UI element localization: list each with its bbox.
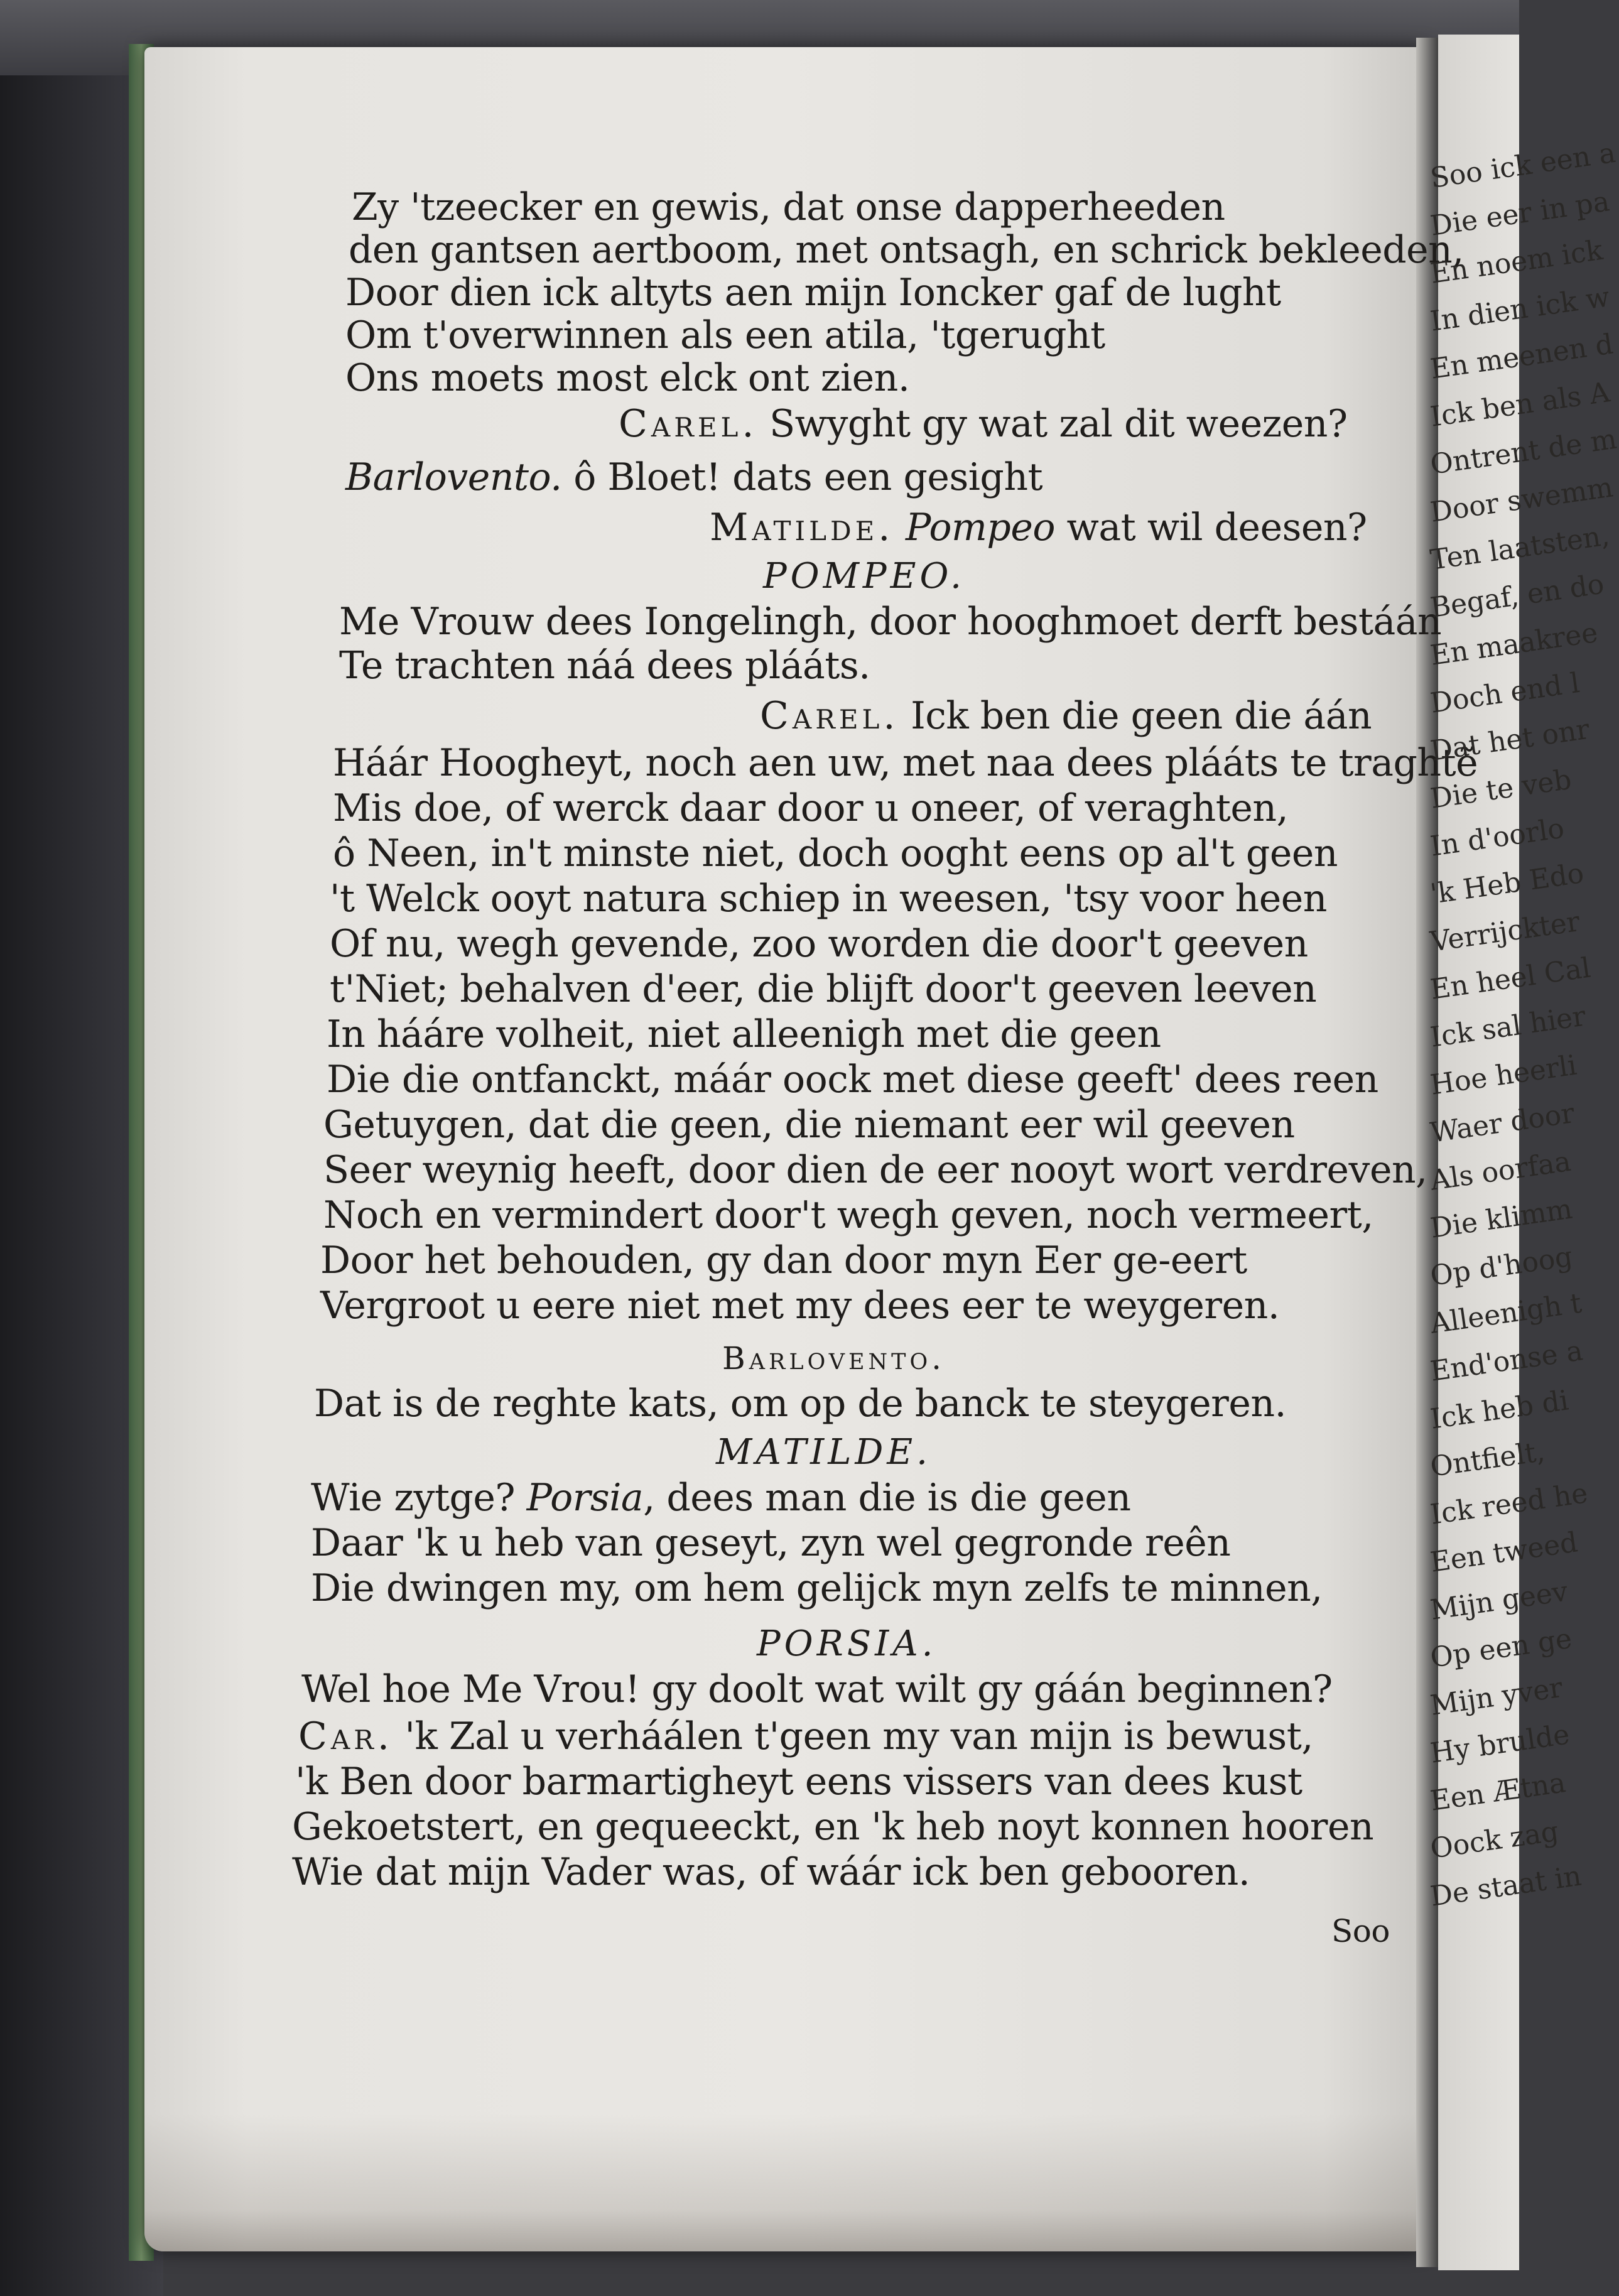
text-line: Om t'overwinnen als een atila, 'tgerught [345,313,1105,357]
speaker-name: Carel. [619,402,758,446]
facing-page-line: Ontrent de m [1428,423,1619,481]
facing-page-line: Soo ick een a [1428,136,1618,195]
text-line: t'Niet; behalven d'eer, die blijft door't geeven leeven [330,967,1317,1011]
text-line: Daar 'k u heb van geseyt, zyn wel gegronde reên [311,1521,1231,1565]
speech-text: Ick ben die geen die áán [911,694,1372,738]
speech-line-carel [760,694,1372,738]
facing-page-line: Op d'hoog [1428,1240,1575,1292]
text-line: Vergroot u eere niet met my dees eer te weygeren. [320,1284,1280,1328]
catchword: Soo [1331,1913,1390,1949]
facing-page-line: Ontfielt, [1428,1435,1547,1483]
speech-line-matilde [710,506,1367,550]
facing-page-line: Oock zag [1428,1815,1561,1865]
facing-page-line: Dat het onr [1428,713,1592,767]
facing-page-line: En noem ick [1428,234,1605,290]
facing-page-line: Hoe heerli [1428,1049,1579,1102]
text-line: ô Neen, in't minste niet, doch ooght eens op al't geen [333,831,1338,875]
line-text: , dees man die is die geen [643,1476,1131,1520]
facing-page-line: Ick reed he [1428,1477,1590,1531]
text-line: Seer weynig heeft, door dien de eer nooyt wort verdreven, [323,1148,1427,1192]
speaker-name: Barlovento. [345,455,562,499]
speech-text: 'k Zal u verháálen t'geen my van mijn is bewust, [404,1714,1313,1758]
text-line: Wie dat mijn Vader was, of wáár ick ben gebooren. [292,1850,1250,1894]
text-line: Die die ontfanckt, máár oock met diese geeft' dees reen [327,1058,1378,1102]
facing-page-line: Als oorfaa [1428,1145,1573,1197]
text-line: 'k Ben door barmartigheyt eens vissers van dees kust [295,1760,1302,1804]
text-line: Getuygen, dat die geen, die niemant eer wil geeven [323,1103,1295,1147]
text-line: Door het behouden, gy dan door myn Eer ge-eert [320,1238,1247,1282]
text-line: Mis doe, of werck daar door u oneer, of veraghten, [333,786,1289,830]
text-line: Door dien ick altyts aen mijn Ioncker gaf de lught [345,271,1281,315]
speaker-heading: POMPEO. [763,556,965,597]
speaker-name: Carel. [760,694,899,738]
speech-line-carel [619,402,1348,446]
speaker-heading: MATILDE. [716,1432,931,1473]
text-line: Gekoetstert, en gequeeckt, en 'k heb noyt konnen hooren [292,1805,1374,1849]
speech-text: Swyght gy wat zal dit weezen? [769,402,1348,446]
speaker-heading: PORSIA. [757,1623,937,1664]
text-line: Háár Hoogheyt, noch aen uw, met naa dees plááts te traghtẽ [333,741,1478,785]
facing-page-line: End'onse a [1428,1335,1585,1388]
facing-page-line: Ick heb di [1428,1384,1571,1436]
facing-page-line: En meenen d [1428,328,1615,386]
speaker-name: Car. [298,1714,393,1758]
facing-page-line: Die te veb [1428,763,1574,815]
facing-page-line: Ick ben als A [1428,376,1612,433]
text-line: Noch en vermindert door't wegh geven, noch vermeert, [323,1193,1373,1237]
facing-page-line: Die eer in pa [1428,185,1611,242]
facing-page-line: Begaf, en do [1428,568,1606,624]
facing-page-line: Doch end l [1428,666,1582,720]
text-line: Dat is de reghte kats, om op de banck te steygeren. [314,1382,1287,1426]
addressee-name: Porsia [526,1476,644,1520]
text-line: Me Vrouw dees Iongelingh, door hooghmoet derft bestáán [339,600,1442,644]
facing-page-line: Ten laatsten, [1428,519,1611,577]
addressee-name: Pompeo [905,506,1055,550]
text-line: den gantsen aertboom, met ontsagh, en schrick bekleeden, [349,228,1464,272]
facing-page-line: Die klimm [1428,1193,1574,1245]
facing-page-line: Een tweed [1428,1526,1580,1579]
facing-page-line: Een Ætna [1428,1767,1568,1817]
speech-line-car [298,1714,1313,1758]
facing-page-line: En maakree [1428,616,1600,672]
facing-page-line: Verrijckter [1428,905,1582,958]
facing-page-line: En heel Cal [1428,951,1593,1006]
text-line: 't Welck ooyt natura schiep in weesen, 'tsy voor heen [330,877,1327,921]
facing-page-line: In d'oorlo [1428,812,1566,863]
text-line [311,1476,1130,1520]
speech-text: ô Bloet! dats een gesight [573,455,1043,499]
speech-text: wat wil deesen? [1066,506,1367,550]
facing-page-line: Ick sal hier [1428,1000,1588,1054]
text-line: In hááre volheit, niet alleenigh met die geen [327,1012,1161,1056]
facing-page-line: Mijn geev [1428,1575,1570,1627]
speaker-heading: Barlovento. [722,1340,946,1377]
text-line: Te trachten náá dees plááts. [339,644,870,688]
text-line: Zy 'tzeecker en gewis, dat onse dapperheeden [352,185,1225,229]
facing-page-line: Door swemm [1428,471,1615,529]
facing-page-line: Hy brulde [1428,1718,1572,1770]
facing-page-line: 'k Heb Edo [1428,857,1586,911]
speaker-name: Matilde. [710,506,894,550]
facing-page-line: Waer door [1428,1097,1577,1149]
text-line: Ons moets most elck ont zien. [345,356,910,400]
facing-page-line: Op een ge [1428,1622,1574,1674]
text-line: Of nu, wegh gevende, zoo worden die door't geeven [330,922,1308,966]
facing-page-line: In dien ick w [1428,281,1612,338]
text-line: Die dwingen my, om hem gelijck myn zelfs te minnen, [311,1566,1323,1610]
text-line: Wel hoe Me Vrou! gy doolt wat wilt gy gáán beginnen? [301,1667,1333,1711]
facing-page-line: De staat in [1428,1860,1584,1913]
facing-page-line: Mijn yver [1428,1671,1565,1722]
speech-line-barlovento [345,455,1042,499]
line-text: Wie zytge? [311,1476,516,1520]
facing-page-line: Alleenigh t [1428,1287,1584,1340]
